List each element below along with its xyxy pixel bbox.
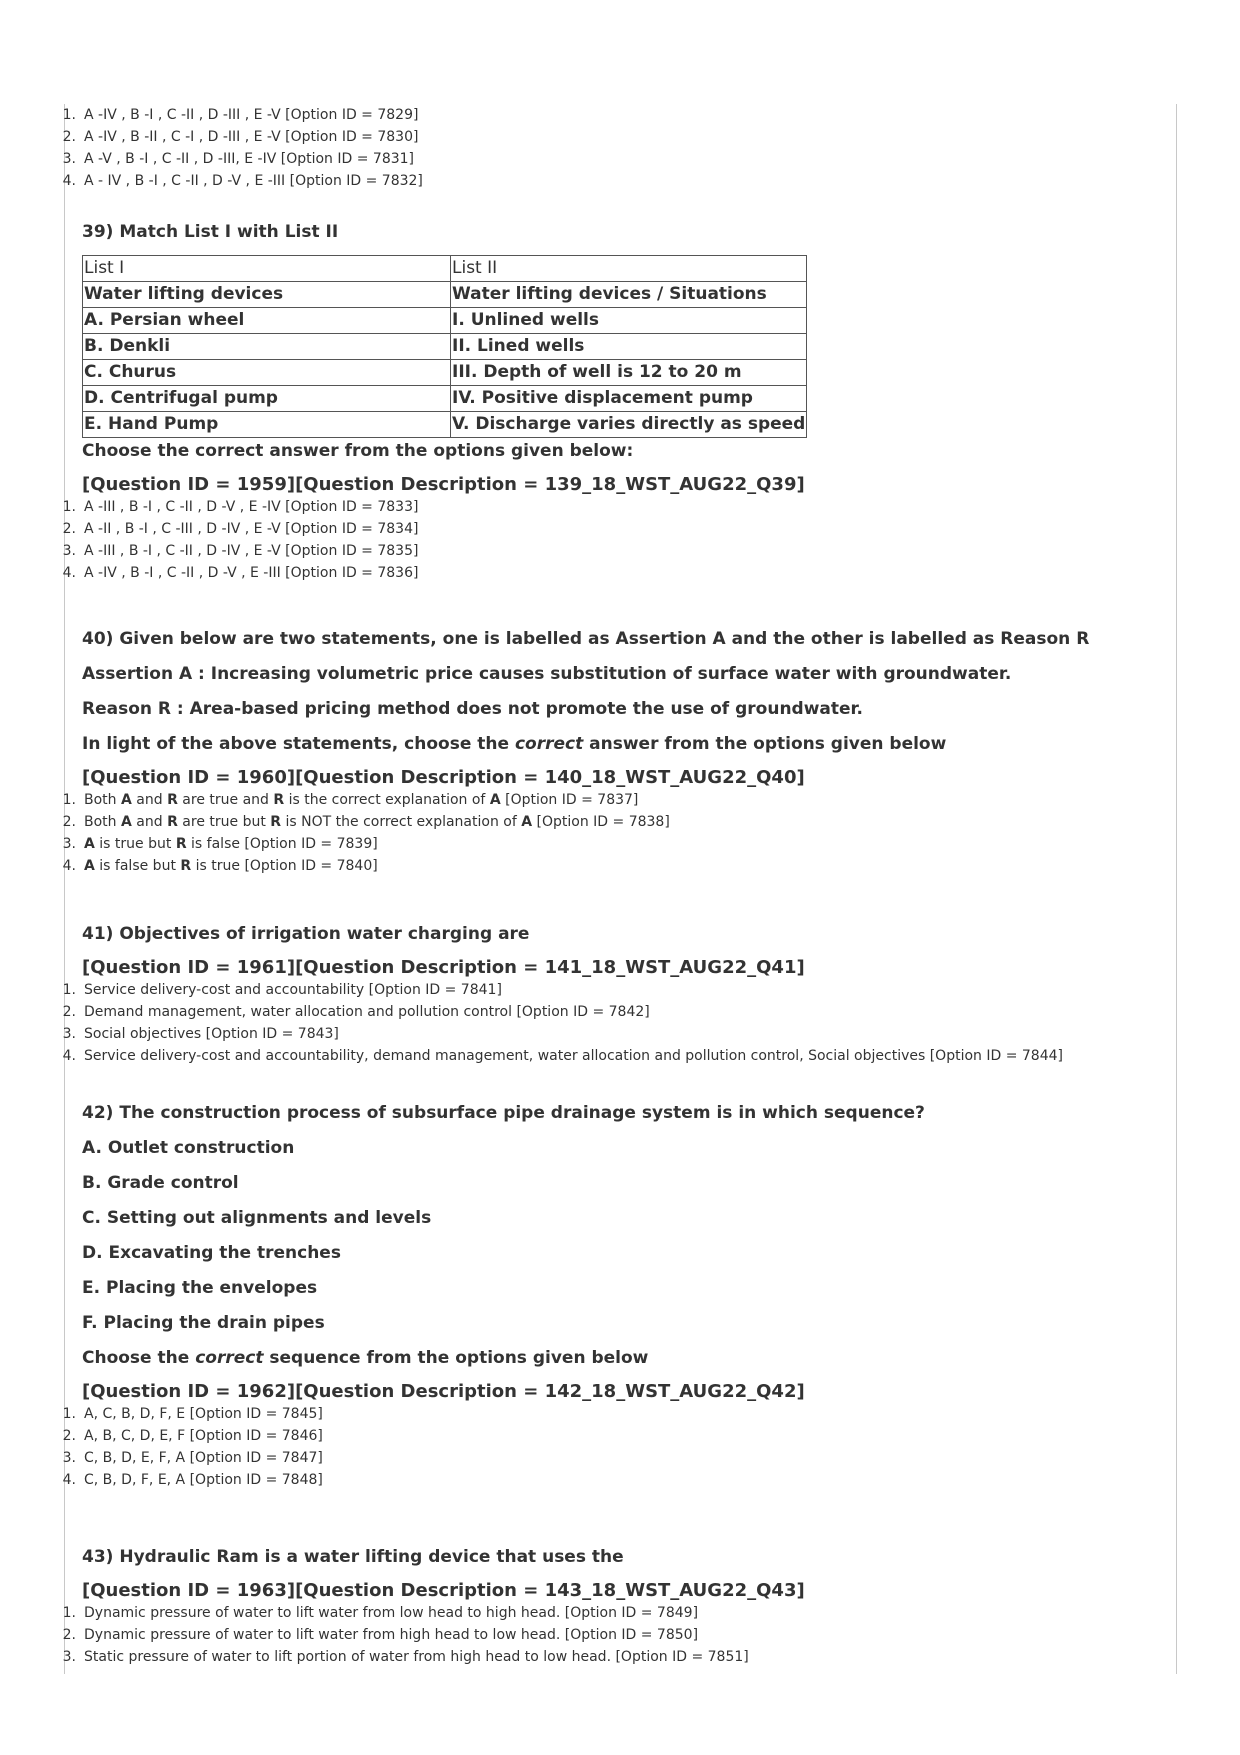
step-item: E. Placing the envelopes [82,1278,318,1298]
option-text: A -III , B -I , C -II , D -IV , E -V [Option ID = 7835] [84,543,419,559]
option-item[interactable]: 3. A -V , B -I , C -II , D -III, E -IV [Option ID = 7831] [0,148,1200,170]
table-row: D. Centrifugal pump IV. Positive displacement pump [83,386,807,412]
q41-options [0,979,1200,1067]
option-item[interactable]: 3. Static pressure of water to lift portion of water from high head to low head. [Option ID = 7851] [0,1646,1200,1668]
q43-options [0,1602,1200,1668]
q38-options [0,104,1200,192]
option-item[interactable]: 1. A, C, B, D, F, E [Option ID = 7845] [0,1403,1200,1425]
option-text: A, B, C, D, E, F [Option ID = 7846] [84,1428,323,1444]
step-item: C. Setting out alignments and levels [82,1208,432,1228]
option-item[interactable]: 3. Social objectives [Option ID = 7843] [0,1023,1200,1045]
match-table [82,255,807,438]
q39-options [0,496,1200,584]
table-row: E. Hand Pump V. Discharge varies directly as speed [83,412,807,438]
question-title: 41) Objectives of irrigation water charging are [82,924,530,944]
instruction-text: Choose the correct sequence from the options given below [82,1348,649,1368]
table-row: Water lifting devices Water lifting devices / Situations [83,282,807,308]
option-item[interactable]: 3. C, B, D, E, F, A [Option ID = 7847] [0,1447,1200,1469]
question-42 [0,1103,1200,1491]
option-text: A is false but R is true [Option ID = 7840] [84,858,378,874]
option-item[interactable]: 4. Service delivery-cost and accountability, demand management, water allocation and pollution control, Social objectives [Option ID = 7844] [0,1045,1200,1067]
option-item[interactable]: 3. A -III , B -I , C -II , D -IV , E -V [Option ID = 7835] [0,540,1200,562]
question-id: [Question ID = 1962][Question Description = 142_18_WST_AUG22_Q42] [82,1381,805,1402]
option-item[interactable]: 2. Both A and R are true but R is NOT the correct explanation of A [Option ID = 7838] [0,811,1200,833]
option-item[interactable]: 4. C, B, D, F, E, A [Option ID = 7848] [0,1469,1200,1491]
option-item[interactable]: 2. Dynamic pressure of water to lift water from high head to low head. [Option ID = 7850] [0,1624,1200,1646]
question-40 [0,629,1200,877]
option-item[interactable]: 1. Service delivery-cost and accountability [Option ID = 7841] [0,979,1200,1001]
table-row: C. Churus III. Depth of well is 12 to 20 m [83,360,807,386]
q40-options [0,789,1200,877]
step-item: D. Excavating the trenches [82,1243,341,1263]
instruction-text: In light of the above statements, choose the correct answer from the options given below [82,734,947,754]
q42-options [0,1403,1200,1491]
question-id: [Question ID = 1960][Question Description = 140_18_WST_AUG22_Q40] [82,767,805,788]
option-text: Social objectives [Option ID = 7843] [84,1026,339,1042]
question-39 [0,222,1200,584]
option-item[interactable]: 4. A is false but R is true [Option ID = 7840] [0,855,1200,877]
table-row: B. Denkli II. Lined wells [83,334,807,360]
option-text: A -IV , B -I , C -II , D -V , E -III [Option ID = 7836] [84,565,419,581]
option-text: A is true but R is false [Option ID = 7839] [84,836,378,852]
assertion-text: Assertion A : Increasing volumetric price causes substitution of surface water with groundwater. [82,664,1012,684]
option-text: C, B, D, F, E, A [Option ID = 7848] [84,1472,323,1488]
question-title: 39) Match List I with List II [82,222,339,242]
option-text: A -III , B -I , C -II , D -V , E -IV [Option ID = 7833] [84,499,419,515]
reason-text: Reason R : Area-based pricing method does not promote the use of groundwater. [82,699,863,719]
step-item: F. Placing the drain pipes [82,1313,325,1333]
table-row: A. Persian wheel I. Unlined wells [83,308,807,334]
option-text: C, B, D, E, F, A [Option ID = 7847] [84,1450,323,1466]
option-text: A - IV , B -I , C -II , D -V , E -III [Option ID = 7832] [84,173,423,189]
option-text: Dynamic pressure of water to lift water from low head to high head. [Option ID = 7849] [84,1605,699,1621]
option-text: Both A and R are true and R is the correct explanation of A [Option ID = 7837] [84,792,639,808]
question-title: 43) Hydraulic Ram is a water lifting device that uses the [82,1547,624,1567]
question-id: [Question ID = 1961][Question Description = 141_18_WST_AUG22_Q41] [82,957,805,978]
option-text: A, C, B, D, F, E [Option ID = 7845] [84,1406,323,1422]
option-item[interactable]: 4. A - IV , B -I , C -II , D -V , E -III [Option ID = 7832] [0,170,1200,192]
option-item[interactable]: 1. Dynamic pressure of water to lift water from low head to high head. [Option ID = 7849] [0,1602,1200,1624]
option-text: Service delivery-cost and accountability [Option ID = 7841] [84,982,502,998]
question-title: 40) Given below are two statements, one is labelled as Assertion A and the other is labelled as Reason R [82,629,1090,649]
question-43 [0,1547,1200,1668]
option-item[interactable]: 2. A, B, C, D, E, F [Option ID = 7846] [0,1425,1200,1447]
option-text: Service delivery-cost and accountability, demand management, water allocation and pollution control, Social objectives [Option ID = 7844] [84,1048,1063,1064]
option-text: Demand management, water allocation and pollution control [Option ID = 7842] [84,1004,650,1020]
question-title: 42) The construction process of subsurface pipe drainage system is in which sequence? [82,1103,925,1123]
option-item[interactable]: 2. A -II , B -I , C -III , D -IV , E -V [Option ID = 7834] [0,518,1200,540]
option-item[interactable]: 1. A -IV , B -I , C -II , D -III , E -V [Option ID = 7829] [0,104,1200,126]
option-item[interactable]: 3. A is true but R is false [Option ID = 7839] [0,833,1200,855]
step-item: B. Grade control [82,1173,239,1193]
table-row: List I List II [83,256,807,282]
option-item[interactable]: 2. A -IV , B -II , C -I , D -III , E -V [Option ID = 7830] [0,126,1200,148]
option-text: Dynamic pressure of water to lift water from high head to low head. [Option ID = 7850] [84,1627,699,1643]
question-41 [0,924,1200,1067]
option-text: A -IV , B -II , C -I , D -III , E -V [Option ID = 7830] [84,129,419,145]
option-text: Both A and R are true but R is NOT the correct explanation of A [Option ID = 7838] [84,814,670,830]
question-id: [Question ID = 1959][Question Description = 139_18_WST_AUG22_Q39] [82,474,805,495]
question-id: [Question ID = 1963][Question Description = 143_18_WST_AUG22_Q43] [82,1580,805,1601]
option-item[interactable]: 4. A -IV , B -I , C -II , D -V , E -III [Option ID = 7836] [0,562,1200,584]
option-item[interactable]: 1. Both A and R are true and R is the correct explanation of A [Option ID = 7837] [0,789,1200,811]
option-text: A -V , B -I , C -II , D -III, E -IV [Option ID = 7831] [84,151,414,167]
option-item[interactable]: 2. Demand management, water allocation and pollution control [Option ID = 7842] [0,1001,1200,1023]
option-text: A -II , B -I , C -III , D -IV , E -V [Option ID = 7834] [84,521,419,537]
instruction-text: Choose the correct answer from the options given below: [82,441,634,461]
option-text: A -IV , B -I , C -II , D -III , E -V [Option ID = 7829] [84,107,419,123]
option-text: Static pressure of water to lift portion of water from high head to low head. [Option ID = 7851] [84,1649,749,1665]
option-item[interactable]: 1. A -III , B -I , C -II , D -V , E -IV [Option ID = 7833] [0,496,1200,518]
step-item: A. Outlet construction [82,1138,295,1158]
